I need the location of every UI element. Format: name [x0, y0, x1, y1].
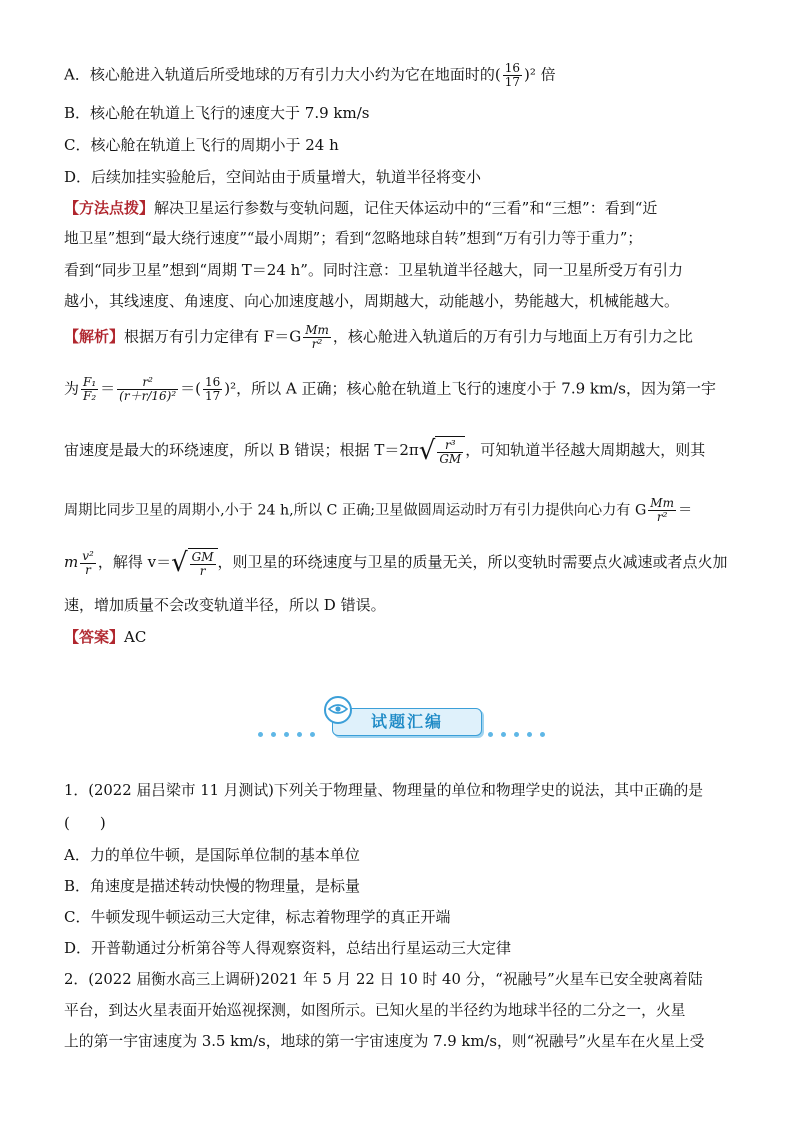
analysis-line-1: 【解析】根据万有引力定律有 F＝G $\frac{Mm}{\text{r²}}$ ，核心舱进入轨道后的万有引力与地面上万有引力之比	[64, 323, 693, 351]
q2-line-2: 平台，到达火星表面开始巡视探测，如图所示。已知火星的半径约为地球半径的二分之一，火星	[64, 1002, 686, 1019]
analysis-line-5: m $\frac{\text{v²}}{r}$ ，解得 v＝√ $\frac{GM}{r}$ ，则卫星的环绕速度与卫星的质量无关，所以变轨时需要点火减速或者点火加	[64, 548, 728, 578]
option-c: C．核心舱在轨道上飞行的周期小于 24 h	[64, 136, 339, 154]
method-line-2: 地卫星”想到“最大绕行速度”“最小周期”；看到“忽略地球自转”想到“万有引力等于重力”；	[64, 230, 642, 247]
option-b: B．核心舱在轨道上飞行的速度大于 7.9 km/s	[64, 104, 370, 122]
fraction: $\frac{\text{r²}}{\text{(r＋r/16)²}}$	[119, 375, 177, 403]
fraction: $\frac{\text{r³}}{GM}$	[439, 438, 462, 466]
answer-value: AC	[124, 628, 147, 646]
banner-dots-left	[254, 722, 319, 741]
sqrt: √ $\frac{GM}{r}$	[171, 548, 217, 578]
eye-icon	[324, 696, 352, 724]
fraction: $\frac{\text{F₁}}{\text{F₂}}$	[83, 375, 97, 403]
analysis-line-6: 速，增加质量不会改变轨道半径，所以 D 错误。	[64, 596, 386, 614]
fraction: $\frac{Mm}{\text{r²}}$	[650, 496, 674, 524]
q1-option-d: D．开普勒通过分析第谷等人得观察资料，总结出行星运动三大定律	[64, 939, 512, 957]
method-tag: 【方法点拨】	[64, 199, 155, 217]
method-line-1: 【方法点拨】解决卫星运行参数与变轨问题，记住天体运动中的“三看”和“三想”：看到“近	[64, 199, 658, 217]
q1-stem: 1．(2022 届吕梁市 11 月测试)下列关于物理量、物理量的单位和物理学史的说法，其中正确的是	[64, 782, 704, 799]
q2-line-3: 上的第一宇宙速度为 3.5 km/s，地球的第一宇宙速度为 7.9 km/s，则“祝融号”火星车在火星上受	[64, 1033, 705, 1050]
sqrt: √ $\frac{\text{r³}}{GM}$	[419, 436, 465, 466]
q1-option-c: C．牛顿发现牛顿运动三大定律，标志着物理学的真正开端	[64, 908, 451, 926]
section-banner	[250, 692, 550, 740]
answer-line	[64, 626, 146, 648]
q1-option-a: A．力的单位牛顿，是国际单位制的基本单位	[64, 846, 360, 864]
analysis-line-3: 宙速度是最大的环绕速度，所以 B 错误；根据 T＝2π√ $\frac{\text{r³}}{GM}$ ，可知轨道半径越大周期越大，则其	[64, 436, 706, 466]
method-line-4: 越小，其线速度、角速度、向心加速度越小，周期越大，动能越小，势能越大，机械能越大。	[64, 292, 680, 310]
option-d: D．后续加挂实验舱后，空间站由于质量增大，轨道半径将变小	[64, 168, 482, 186]
analysis-line-4: 周期比同步卫星的周期小,小于 24 h,所以 C 正确;卫星做圆周运动时万有引力提供向心力有 G $\frac{Mm}{\text{r²}}$ ＝	[64, 496, 693, 524]
analysis-tag: 【解析】	[64, 327, 125, 346]
fraction: $\frac{GM}{r}$	[191, 550, 214, 578]
answer-tag: 【答案】	[64, 628, 125, 646]
fraction: $\frac{16}{17}$	[504, 61, 520, 89]
q1-option-b: B．角速度是描述转动快慢的物理量，是标量	[64, 877, 361, 895]
banner-dots-right	[484, 722, 549, 741]
banner-title: 试题汇编	[332, 708, 482, 736]
analysis-line-2: 为 $\frac{\text{F₁}}{\text{F₂}}$ ＝ $\frac{\text{r²}}{\text{(r＋r/16)²}}$ ＝( $\frac{16}{17}$ )²，所以 A 正确；核心舱在轨道上飞行的速度小于 7.9 km/s，因为第一宇	[64, 375, 716, 403]
q1-paren: ( )	[64, 814, 106, 832]
fraction: $\frac{Mm}{\text{r²}}$	[305, 323, 329, 351]
fraction: $\frac{16}{17}$	[205, 375, 221, 403]
fraction: $\frac{\text{v²}}{r}$	[82, 548, 94, 577]
option-a: A．核心舱进入轨道后所受地球的万有引力大小约为它在地面时的( $\frac{16}{17}$ )² 倍	[64, 61, 556, 89]
method-line-3: 看到“同步卫星”想到“周期 T＝24 h”。同时注意：卫星轨道半径越大，同一卫星所受万有引力	[64, 261, 683, 279]
q2-line-1: 2．(2022 届衡水高三上调研)2021 年 5 月 22 日 10 时 40 分，“祝融号”火星车已安全驶离着陆	[64, 971, 703, 988]
